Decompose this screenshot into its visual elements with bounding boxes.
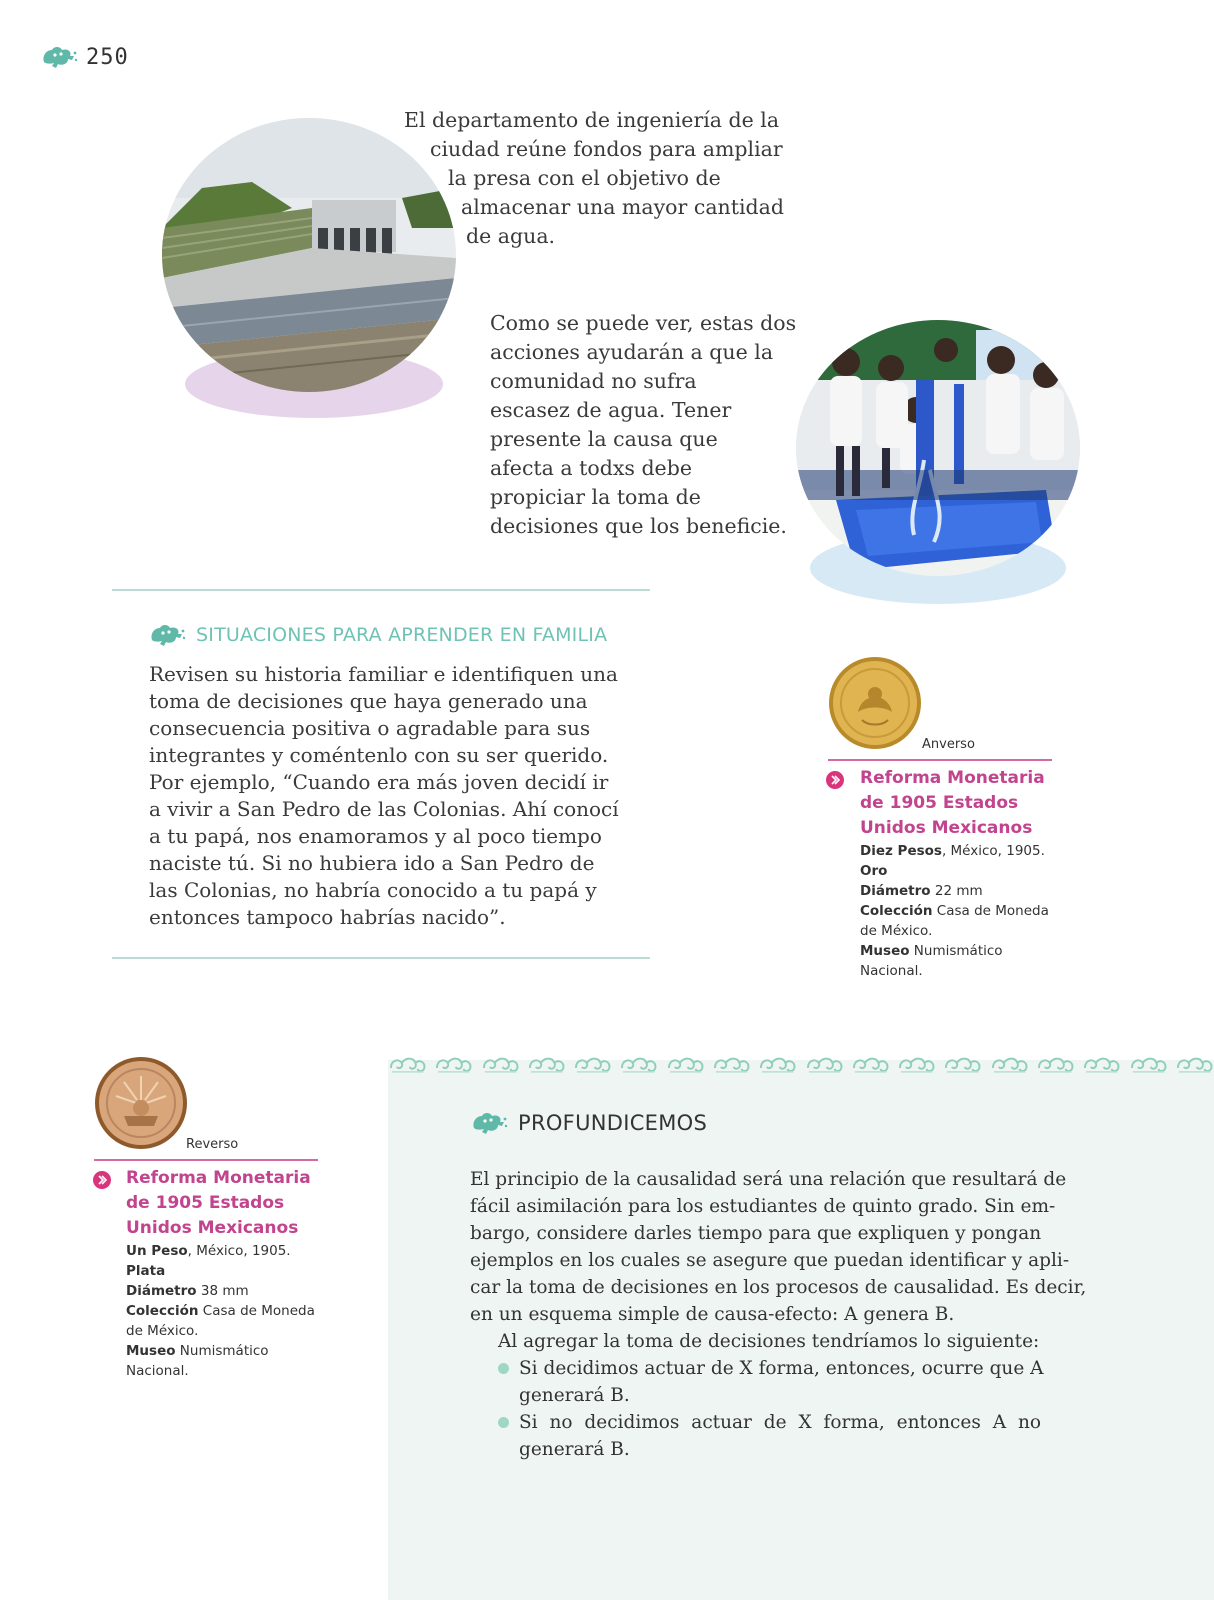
dam-line: El departamento de ingeniería de la: [404, 108, 780, 132]
silver-coin-collection-label: Colección: [126, 1303, 199, 1319]
family-section-title: SITUACIONES PARA APRENDER EN FAMILIA: [196, 624, 608, 646]
gold-coin-image: [828, 656, 922, 750]
list-item: [498, 1409, 1040, 1463]
ornament-icon: [1129, 1054, 1168, 1076]
ornament-icon: [388, 1054, 427, 1076]
silver-coin-collection-value: Casa de Moneda: [198, 1303, 315, 1319]
bullet-line: Si decidimos actuar de X forma, entonces, ocurre que A: [519, 1358, 1044, 1379]
decorative-border-band: [388, 1054, 1214, 1078]
conclusion-line: afecta a todxs debe: [490, 456, 692, 480]
gold-coin-name: Diez Pesos: [860, 843, 942, 859]
conclusion-line: escasez de agua. Tener: [490, 398, 732, 422]
ornament-icon: [897, 1054, 936, 1076]
silver-coin-details: [126, 1241, 326, 1381]
dam-line: almacenar una mayor cantidad: [461, 195, 785, 219]
silver-coin-material: Plata: [126, 1263, 166, 1279]
gold-coin-material: Oro: [860, 863, 888, 879]
profundicemos-line: El principio de la causalidad será una relación que resultará de: [470, 1169, 1067, 1190]
list-item: [498, 1355, 1044, 1409]
conclusion-line: Como se puede ver, estas dos: [490, 311, 797, 335]
ornament-icon: [573, 1054, 612, 1076]
family-line: Revisen su historia familiar e identifiquen una: [149, 662, 618, 686]
family-section-top-rule: [112, 589, 650, 591]
dam-paragraph: [404, 106, 784, 251]
family-line: entonces tampoco habrías nacido”.: [149, 905, 506, 929]
glyph-ornament-icon: [40, 44, 78, 70]
family-section-heading: [148, 622, 607, 648]
silver-coin-diameter-label: Diámetro: [126, 1283, 197, 1299]
profundicemos-text: [470, 1166, 1087, 1463]
profundicemos-heading: [470, 1110, 707, 1136]
profundicemos-line: bargo, considere darles tiempo para que expliquen y pongan: [470, 1223, 1042, 1244]
gold-coin-collection-label: Colección: [860, 903, 933, 919]
conclusion-line: decisiones que los beneficie.: [490, 514, 787, 538]
silver-coin-image: [94, 1056, 188, 1150]
gold-coin-rule: [828, 759, 1052, 761]
dam-line: la presa con el objetivo de: [448, 166, 721, 190]
profundicemos-intro: Al agregar la toma de decisiones tendríamos lo siguiente:: [498, 1331, 1040, 1352]
silver-coin-title-line: de 1905 Estados: [126, 1193, 285, 1213]
glyph-ornament-icon: [470, 1110, 508, 1136]
bullet-icon: [498, 1417, 509, 1428]
gold-coin-title-line: de 1905 Estados: [860, 793, 1019, 813]
ornament-icon: [619, 1054, 658, 1076]
gold-coin-museum-value-2: Nacional.: [860, 963, 923, 979]
ornament-icon: [666, 1054, 705, 1076]
profundicemos-line: fácil asimilación para los estudiantes de quinto grado. Sin em-: [470, 1196, 1056, 1217]
gold-coin-title-line: Unidos Mexicanos: [860, 818, 1033, 838]
silver-coin-name-rest: , México, 1905.: [187, 1243, 291, 1259]
gold-coin-title-line: Reforma Monetaria: [860, 768, 1045, 788]
family-line: toma de decisiones que haya generado una: [149, 689, 588, 713]
dam-line: de agua.: [466, 224, 556, 248]
silver-coin-rule: [94, 1159, 318, 1161]
chevron-right-icon: [826, 771, 844, 789]
gold-coin-collection-value: Casa de Moneda: [932, 903, 1049, 919]
profundicemos-line: ejemplos en los cuales se asegure que puedan identificar y apli-: [470, 1250, 1070, 1271]
silver-coin-museum-label: Museo: [126, 1343, 176, 1359]
page-number: [40, 44, 129, 70]
gold-coin-museum-value: Numismático: [909, 943, 1003, 959]
bullet-line: generará B.: [519, 1439, 630, 1460]
conclusion-line: propiciar la toma de: [490, 485, 701, 509]
profundicemos-title: PROFUNDICEMOS: [518, 1111, 708, 1135]
family-line: las Colonias, no habría conocido a tu papá y: [149, 878, 597, 902]
ornament-icon: [712, 1054, 751, 1076]
gold-coin-name-rest: , México, 1905.: [941, 843, 1045, 859]
family-section-bottom-rule: [112, 957, 650, 959]
ornament-icon: [943, 1054, 982, 1076]
silver-coin-title: [126, 1166, 311, 1241]
ornament-icon: [758, 1054, 797, 1076]
gold-coin-side-label: Anverso: [922, 737, 975, 752]
family-line: naciste tú. Si no hubiera ido a San Pedro de: [149, 851, 595, 875]
ornament-icon: [851, 1054, 890, 1076]
ornament-icon: [434, 1054, 473, 1076]
family-line: consecuencia positiva o agradable para sus: [149, 716, 591, 740]
family-line: Por ejemplo, “Cuando era más joven decidí ir: [149, 770, 609, 794]
ornament-icon: [1175, 1054, 1214, 1076]
ornament-icon: [1082, 1054, 1121, 1076]
ornament-icon: [527, 1054, 566, 1076]
ornament-icon: [990, 1054, 1029, 1076]
family-line: integrantes y coméntenlo con su ser querido.: [149, 743, 609, 767]
silver-coin-museum-value: Numismático: [175, 1343, 269, 1359]
profundicemos-line: en un esquema simple de causa-efecto: A genera B.: [470, 1304, 955, 1325]
silver-coin-title-line: Reforma Monetaria: [126, 1168, 311, 1188]
bullet-line: generará B.: [519, 1385, 630, 1406]
silver-coin-name: Un Peso: [126, 1243, 188, 1259]
conclusion-line: presente la causa que: [490, 427, 718, 451]
silver-coin-side-label: Reverso: [186, 1137, 239, 1152]
silver-coin-museum-value-2: Nacional.: [126, 1363, 189, 1379]
silver-coin-title-line: Unidos Mexicanos: [126, 1218, 299, 1238]
conclusion-line: comunidad no sufra: [490, 369, 697, 393]
silver-coin-diameter-value: 38 mm: [196, 1283, 249, 1299]
glyph-ornament-icon: [148, 622, 186, 648]
family-section-text: [149, 661, 619, 931]
gold-coin-details: [860, 841, 1060, 981]
bullet-line: Si no decidimos actuar de X forma, entonces A no: [519, 1412, 1041, 1433]
children-photo: [796, 320, 1080, 576]
family-line: a tu papá, nos enamoramos y al poco tiempo: [149, 824, 602, 848]
family-line: a vivir a San Pedro de las Colonias. Ahí conocí: [149, 797, 619, 821]
ornament-icon: [805, 1054, 844, 1076]
profundicemos-line: car la toma de decisiones en los procesos de causalidad. Es decir,: [470, 1277, 1087, 1298]
conclusion-line: acciones ayudarán a que la: [490, 340, 774, 364]
dam-line: ciudad reúne fondos para ampliar: [430, 137, 783, 161]
chevron-right-icon: [93, 1171, 111, 1189]
bullet-icon: [498, 1363, 509, 1374]
page-number-text: 250: [86, 44, 129, 70]
gold-coin-title: [860, 766, 1045, 841]
conclusion-paragraph: [490, 309, 796, 541]
ornament-icon: [1036, 1054, 1075, 1076]
gold-coin-diameter-label: Diámetro: [860, 883, 931, 899]
silver-coin-collection-value-2: de México.: [126, 1323, 199, 1339]
ornament-icon: [481, 1054, 520, 1076]
gold-coin-collection-value-2: de México.: [860, 923, 933, 939]
gold-coin-diameter-value: 22 mm: [930, 883, 983, 899]
gold-coin-museum-label: Museo: [860, 943, 910, 959]
